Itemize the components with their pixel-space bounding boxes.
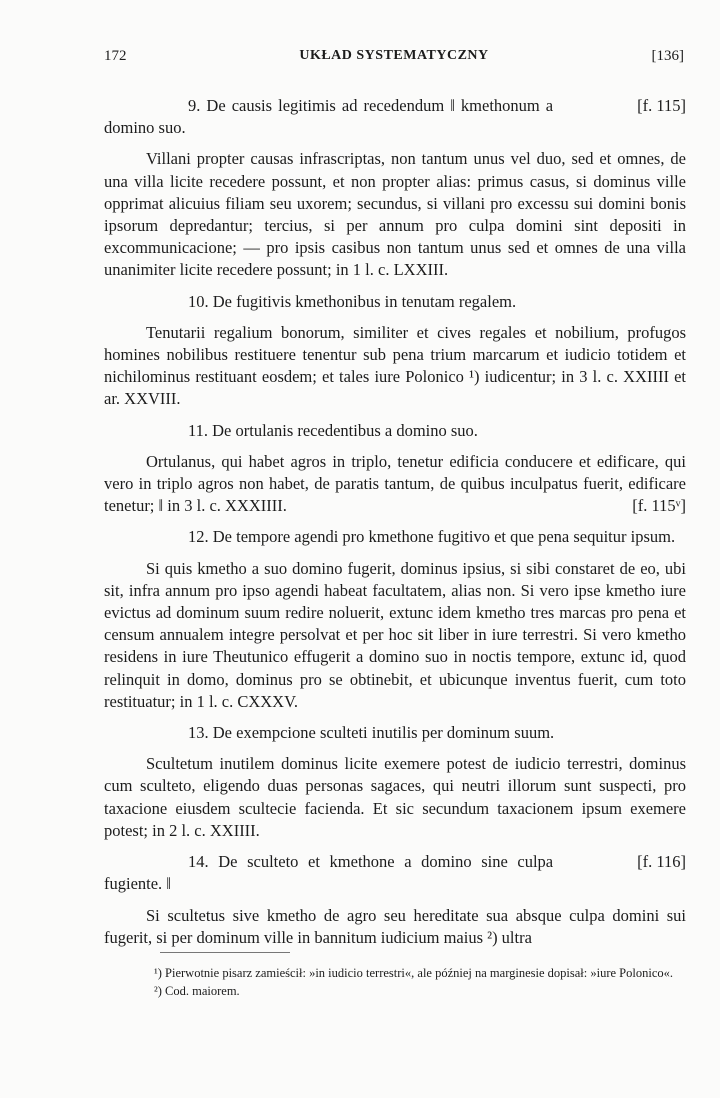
folio-reference: [f. 115ᵛ]: [632, 496, 686, 516]
folio-marker: [136]: [651, 48, 684, 64]
running-header: [104, 48, 684, 76]
footnote: ²) Cod. maiorem.: [154, 984, 240, 998]
section-heading: 12. De tempore agendi pro kmethone fugitivo et que pena sequitur ipsum.: [188, 527, 676, 547]
footnotes: [104, 964, 686, 1000]
page-number: 172: [104, 48, 127, 64]
section-heading: [f. 116] 14. De sculteto et kmethone a domino sine culpa fugiente. ‖: [104, 852, 686, 894]
section-heading: 11. De ortulanis recedentibus a domino suo.: [188, 420, 478, 440]
section-heading: [f. 115] 9. De causis legitimis ad recedendum ‖ kmethonum a domino suo.: [104, 96, 686, 138]
section-text: Tenutarii regalium bonorum, similiter et cives regales et nobilium, profugos homines nobilibus restituere tenentur sub pena trium marcarum et iudicio totidem et nichilominus restituant eosdem; et tales iure Polonico ¹) iudicentur; in 3 l. c. XXIIII et ar. XXVIII.: [104, 322, 686, 409]
section-text: Si scultetus sive kmetho de agro seu hereditate sua absque culpa domini sui fugerit, si per dominum ville in bannitum iudicium maius ²) ultra: [104, 905, 686, 947]
running-title: UKŁAD SYSTEMATYCZNY: [299, 48, 489, 63]
folio-reference: [f. 116]: [637, 852, 686, 872]
page-body: [104, 95, 686, 958]
section-heading: 10. De fugitivis kmethonibus in tenutam regalem.: [188, 291, 517, 311]
section-text: Scultetum inutilem dominus licite exemere potest de iudicio terrestri, dominus cum sculteto, eligendo duas personas sagaces, qui neutri illorum sunt suspecti, pro taxacione eiusdem scultecie facienda. Et sic secundum taxacionem ipsum exemere potest; in 2 l. c. XXIIII.: [104, 754, 686, 840]
section-heading: 13. De exempcione sculteti inutilis per dominum suum.: [188, 723, 555, 743]
footnote: ¹) Pierwotnie pisarz zamieścił: »in iudicio terrestri«, ale później na marginesie dopisał: »iure Polonico«.: [154, 966, 674, 980]
folio-reference: [f. 115]: [637, 96, 686, 115]
section-text: Villani propter causas infrascriptas, non tantum unus vel duo, sed et omnes, de una villa licite recedere possunt, et non propter alias: primus casus, si dominus ville opprimat alicuius filiam seu uxorem; secundus, si villani pro excessu sui domini bonis ipsorum depredantur; tercius, si per annum pro culpa domini sint depositi in excommunicacione; — pro ipsis casibus non tantum unus sed et omnes de una villa unanimiter licite recedere possunt; in 1 l. c. LXXIII.: [104, 149, 686, 280]
section-text: Si quis kmetho a suo domino fugerit, dominus ipsius, si sibi constaret de eo, ubi sit, infra annum pro ipso agendi habeat facultatem, alias non. Si vero ipse kmetho iure evictus ad dominum suum redire noluerit, extunc idem kmetho tres marcas pro pena et censum annualem integre persolvat et per hoc sit liber in iure terrestri. Si vero kmetho residens in iure Theutunico effugerit a domino suo in noctis tempore, extunc id, quod relinquit in domo, dominus pro se obtinebit, et ubicunque inventus fuerit, cum toto restituatur; in 1 l. c. CXXXV.: [104, 558, 686, 711]
section-text: Ortulanus, qui habet agros in triplo, tenetur edificia conducere et edificare, qui vero in triplo agros non habet, de paratis tantum, de quibus inculpatus fuerit, edificare tenetur; ‖ in 3 l. c. XXXIIII. [f. 115ᵛ]: [104, 451, 686, 518]
footnote-divider: [160, 952, 290, 953]
